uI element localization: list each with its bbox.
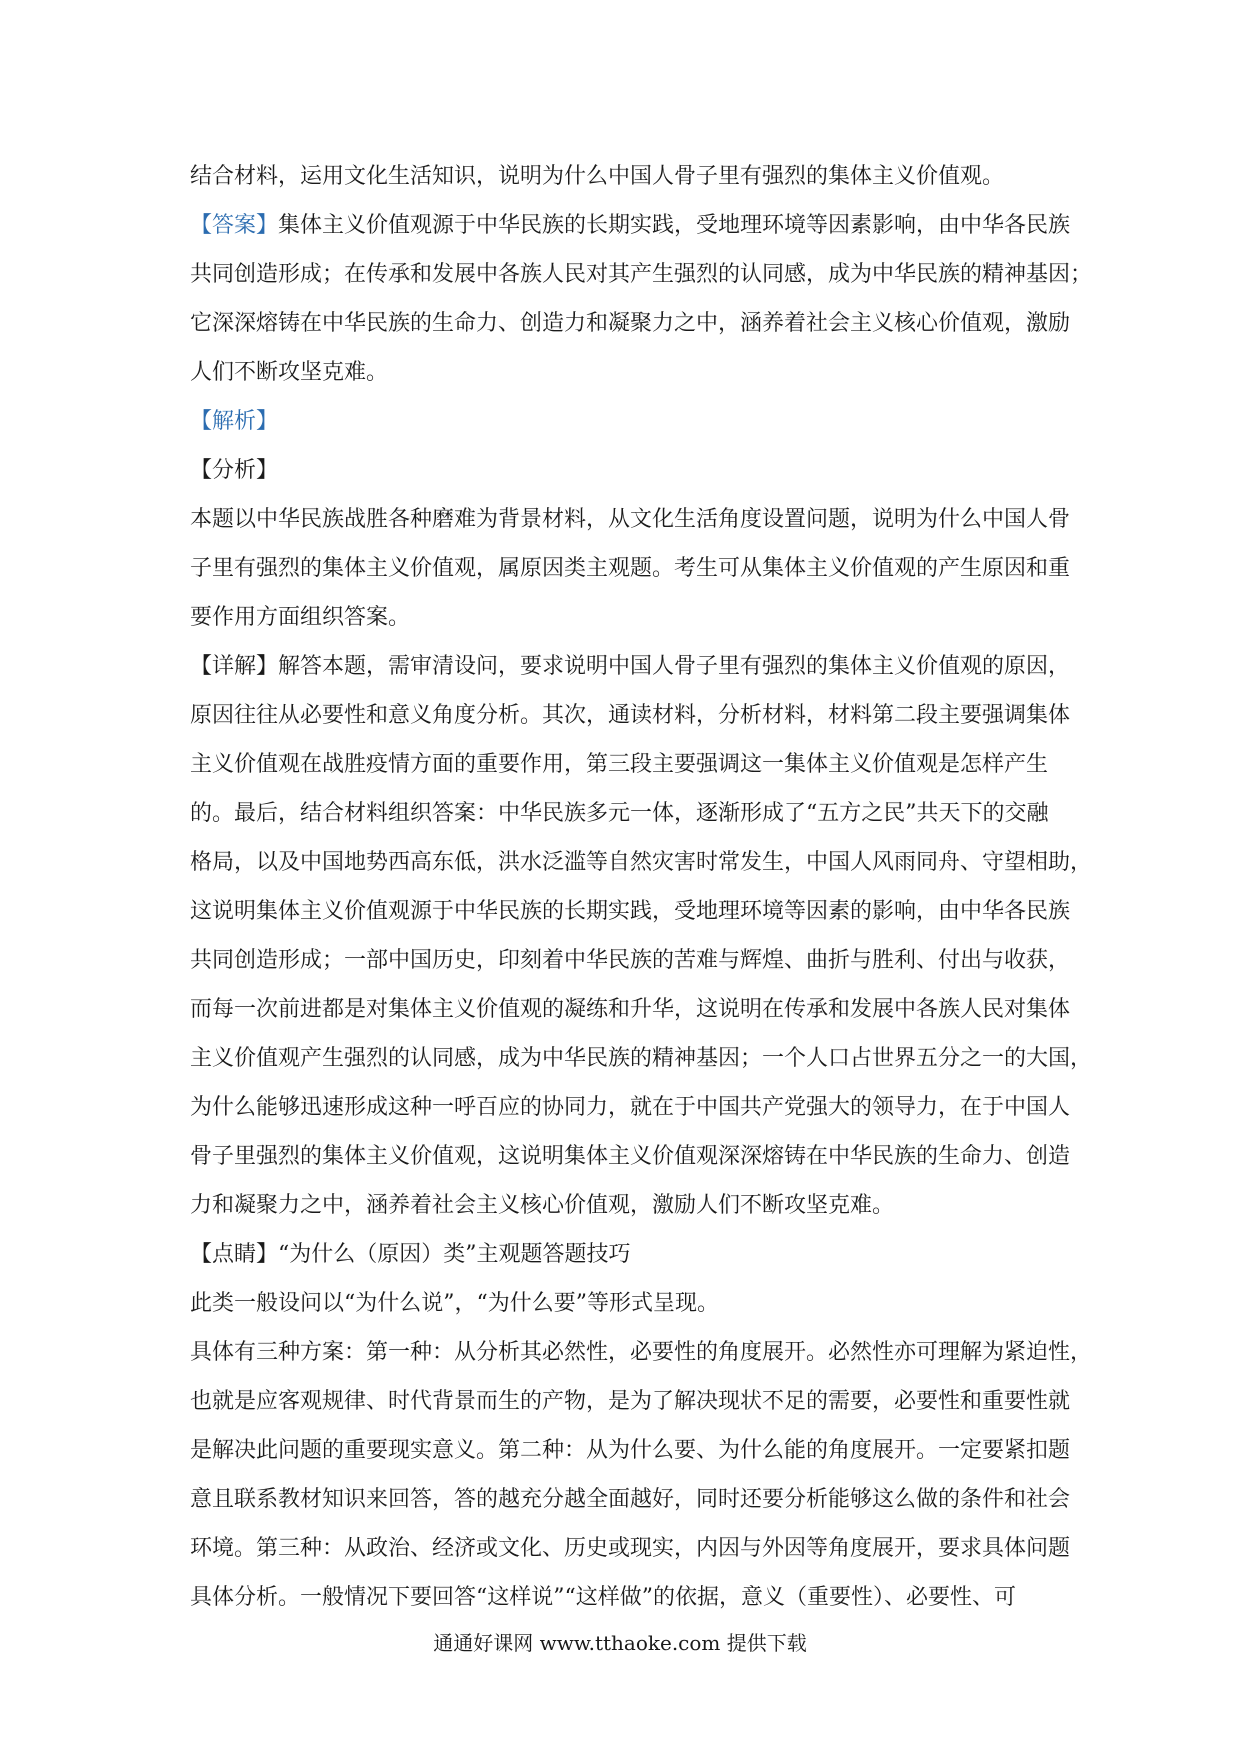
tip-line: 环境。第三种：从政治、经济或文化、历史或现实，内因与外因等角度展开，要求具体问题 (190, 1536, 1071, 1561)
tip-line: 是解决此问题的重要现实意义。第二种：从为什么要、为什么能的角度展开。一定要紧扣题 (190, 1438, 1071, 1463)
detail-line: 主义价值观产生强烈的认同感，成为中华民族的精神基因；一个人口占世界五分之一的大国， (190, 1046, 1093, 1071)
tip-section (190, 1230, 1093, 1622)
detail-line: 骨子里强烈的集体主义价值观，这说明集体主义价值观深深熔铸在中华民族的生命力、创造 (190, 1144, 1071, 1169)
answer-section (190, 201, 1093, 397)
page-footer: 通通好课网 www.tthaoke.com 提供下载 (433, 1631, 807, 1655)
answer-line: 它深深熔铸在中华民族的生命力、创造力和凝聚力之中，涵养着社会主义核心价值观，激励 (190, 311, 1071, 336)
tip-line: 具体有三种方案：第一种：从分析其必然性，必要性的角度展开。必然性亦可理解为紧迫性， (190, 1340, 1093, 1365)
tip-label: 【点睛】 (190, 1242, 279, 1267)
detail-line: 为什么能够迅速形成这种一呼百应的协同力，就在于中国共产党强大的领导力，在于中国人 (190, 1095, 1071, 1120)
tip-line: 意且联系教材知识来回答，答的越充分越全面越好，同时还要分析能够这么做的条件和社会 (190, 1487, 1071, 1512)
question-text: 结合材料，运用文化生活知识，说明为什么中国人骨子里有强烈的集体主义价值观。 (190, 164, 1005, 189)
fenxi-line: 子里有强烈的集体主义价值观，属原因类主观题。考生可从集体主义价值观的产生原因和重 (190, 556, 1071, 581)
answer-line: 集体主义价值观源于中华民族的长期实践，受地理环境等因素影响，由中华各民族 (278, 213, 1071, 238)
fenxi-line: 本题以中华民族战胜各种磨难为背景材料，从文化生活角度设置问题，说明为什么中国人骨 (190, 507, 1071, 532)
detail-line: 格局，以及中国地势西高东低，洪水泛滥等自然灾害时常发生，中国人风雨同舟、守望相助， (190, 850, 1093, 875)
detail-line: 原因往往从必要性和意义角度分析。其次，通读材料，分析材料，材料第二段主要强调集体 (190, 703, 1071, 728)
tip-heading: “为什么（原因）类”主观题答题技巧 (278, 1242, 631, 1267)
analysis-label: 【解析】 (190, 409, 279, 434)
detail-line: 而每一次前进都是对集体主义价值观的凝练和升华，这说明在传承和发展中各族人民对集体 (190, 997, 1071, 1022)
answer-line: 共同创造形成；在传承和发展中各族人民对其产生强烈的认同感，成为中华民族的精神基因； (190, 262, 1093, 287)
detail-line: 共同创造形成；一部中国历史，印刻着中华民族的苦难与辉煌、曲折与胜利、付出与收获， (190, 948, 1071, 973)
answer-label: 【答案】 (190, 213, 279, 238)
tip-line: 此类一般设问以“为什么说”，“为什么要”等形式呈现。 (190, 1291, 719, 1316)
detail-line: 主义价值观在战胜疫情方面的重要作用，第三段主要强调这一集体主义价值观是怎样产生 (190, 752, 1049, 777)
tip-line: 具体分析。一般情况下要回答“这样说”“这样做”的依据，意义（重要性）、必要性、可 (190, 1585, 1016, 1610)
document-body (190, 152, 1093, 1622)
answer-line: 人们不断攻坚克难。 (190, 360, 389, 385)
detail-section (190, 642, 1093, 1230)
fenxi-line: 要作用方面组织答案。 (190, 605, 411, 630)
detail-line: 的。最后，结合材料组织答案：中华民族多元一体，逐渐形成了“五方之民”共天下的交融 (190, 801, 1049, 826)
detail-line: 力和凝聚力之中，涵养着社会主义核心价值观，激励人们不断攻坚克难。 (190, 1193, 895, 1218)
tip-line: 也就是应客观规律、时代背景而生的产物，是为了解决现状不足的需要，必要性和重要性就 (190, 1389, 1071, 1414)
detail-label: 【详解】 (190, 654, 279, 679)
detail-line: 解答本题，需审清设问，要求说明中国人骨子里有强烈的集体主义价值观的原因， (278, 654, 1071, 679)
fenxi-label: 【分析】 (190, 458, 279, 483)
detail-line: 这说明集体主义价值观源于中华民族的长期实践，受地理环境等因素的影响，由中华各民族 (190, 899, 1071, 924)
fenxi-section (190, 446, 1071, 642)
